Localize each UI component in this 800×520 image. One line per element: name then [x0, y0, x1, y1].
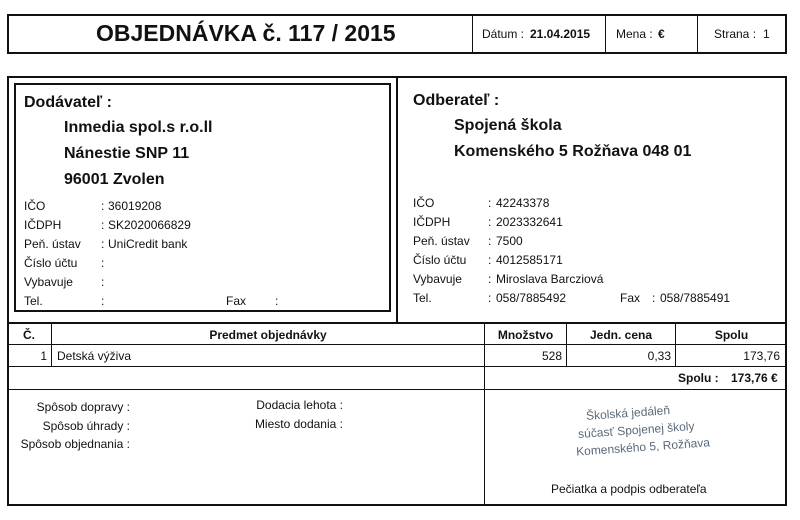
- supplier-fax-colon: :: [275, 294, 279, 308]
- customer-name: Spojená škola: [454, 117, 562, 134]
- customer-icdph-value: 2023332641: [496, 215, 563, 229]
- customer-heading: Odberateľ :: [413, 92, 500, 109]
- row-item: Detská výživa: [57, 349, 132, 363]
- header-divider-2: [605, 14, 606, 54]
- supplier-contact-colon: :: [101, 275, 105, 289]
- signature-label: Pečiatka a podpis odberateľa: [551, 482, 707, 496]
- stamp-line-1: Školská jedáleň: [585, 403, 671, 423]
- supplier-tel-colon: :: [101, 294, 105, 308]
- page-title: OBJEDNÁVKA č. 117 / 2015: [96, 20, 396, 46]
- customer-account-value: 4012585171: [496, 253, 563, 267]
- sum-value: 173,76 €: [731, 371, 778, 385]
- supplier-contact-label: Vybavuje: [24, 275, 73, 289]
- page-number-label: Strana :: [714, 27, 757, 41]
- supplier-bank-colon: :: [101, 237, 105, 251]
- supplier-city: 96001 Zvolen: [64, 171, 165, 188]
- row-number: 1: [40, 349, 47, 363]
- customer-contact-label: Vybavuje: [413, 272, 462, 286]
- delivery-time-label: Dodacia lehota :: [256, 398, 343, 412]
- party-divider: [396, 76, 398, 322]
- table-sum-border: [7, 389, 787, 390]
- column-header-no: Č.: [23, 328, 35, 342]
- supplier-heading: Dodávateľ :: [24, 94, 112, 111]
- customer-tel-label: Tel.: [413, 291, 432, 305]
- customer-account-colon: :: [488, 253, 492, 267]
- customer-street: Komenského 5 Rožňava 048 01: [454, 143, 692, 160]
- column-header-total: Spolu: [714, 328, 749, 342]
- supplier-tel-label: Tel.: [24, 294, 43, 308]
- customer-contact-colon: :: [488, 272, 492, 286]
- supplier-name: Inmedia spol.s r.o.ll: [64, 119, 213, 136]
- customer-fax-label: Fax: [620, 291, 641, 305]
- column-header-qty: Množstvo: [497, 328, 554, 342]
- customer-account-label: Číslo účtu: [413, 253, 467, 267]
- currency-value: €: [658, 27, 665, 41]
- customer-ico-value: 42243378: [496, 196, 550, 210]
- supplier-bank-label: Peň. ústav: [24, 237, 81, 251]
- customer-tel-value: 058/7885492: [496, 291, 567, 305]
- currency-label: Mena :: [616, 27, 653, 41]
- customer-fax-colon: :: [652, 291, 656, 305]
- order-method-label: Spôsob objednania :: [20, 437, 130, 451]
- stamp-line-2: súčasť Spojenej školy: [577, 418, 695, 442]
- supplier-street: Nánestie SNP 11: [64, 145, 190, 162]
- date-value: 21.04.2015: [530, 27, 591, 41]
- customer-ico-label: IČO: [413, 196, 435, 210]
- customer-fax-value: 058/7885491: [660, 291, 731, 305]
- payment-label: Spôsob úhrady :: [42, 419, 130, 433]
- customer-icdph-colon: :: [488, 215, 492, 229]
- supplier-ico-value: 36019208: [108, 199, 162, 213]
- row-total: 173,76: [743, 349, 780, 363]
- date-label: Dátum :: [482, 27, 525, 41]
- stamp-line-3: Komenského 5, Rožňava: [575, 435, 711, 459]
- delivery-place-label: Miesto dodania :: [254, 417, 343, 431]
- column-header-price: Jedn. cena: [589, 328, 653, 342]
- supplier-account-label: Číslo účtu: [24, 256, 78, 270]
- table-header-border: [7, 344, 787, 345]
- supplier-account-colon: :: [101, 256, 105, 270]
- customer-bank-label: Peň. ústav: [413, 234, 470, 248]
- supplier-ico-label: IČO: [24, 199, 46, 213]
- supplier-icdph-value: SK2020066829: [108, 218, 191, 232]
- supplier-bank-value: UniCredit bank: [108, 237, 188, 251]
- header-divider-1: [472, 14, 473, 54]
- supplier-fax-label: Fax: [226, 294, 247, 308]
- customer-ico-colon: :: [488, 196, 492, 210]
- sum-label: Spolu :: [678, 371, 719, 385]
- column-header-item: Predmet objednávky: [209, 328, 327, 342]
- table-row-border: [7, 366, 787, 367]
- page-number-value: 1: [763, 27, 770, 41]
- customer-tel-colon: :: [488, 291, 492, 305]
- row-qty: 528: [541, 349, 562, 363]
- header-divider-3: [697, 14, 698, 54]
- customer-icdph-label: IČDPH: [413, 215, 451, 229]
- transport-label: Spôsob dopravy :: [36, 400, 130, 414]
- supplier-icdph-label: IČDPH: [24, 218, 62, 232]
- customer-bank-colon: :: [488, 234, 492, 248]
- supplier-icdph-colon: :: [101, 218, 105, 232]
- row-price: 0,33: [647, 349, 671, 363]
- supplier-ico-colon: :: [101, 199, 105, 213]
- table-top-border: [7, 322, 787, 324]
- customer-contact-value: Miroslava Barcziová: [496, 272, 604, 286]
- customer-bank-value: 7500: [496, 234, 523, 248]
